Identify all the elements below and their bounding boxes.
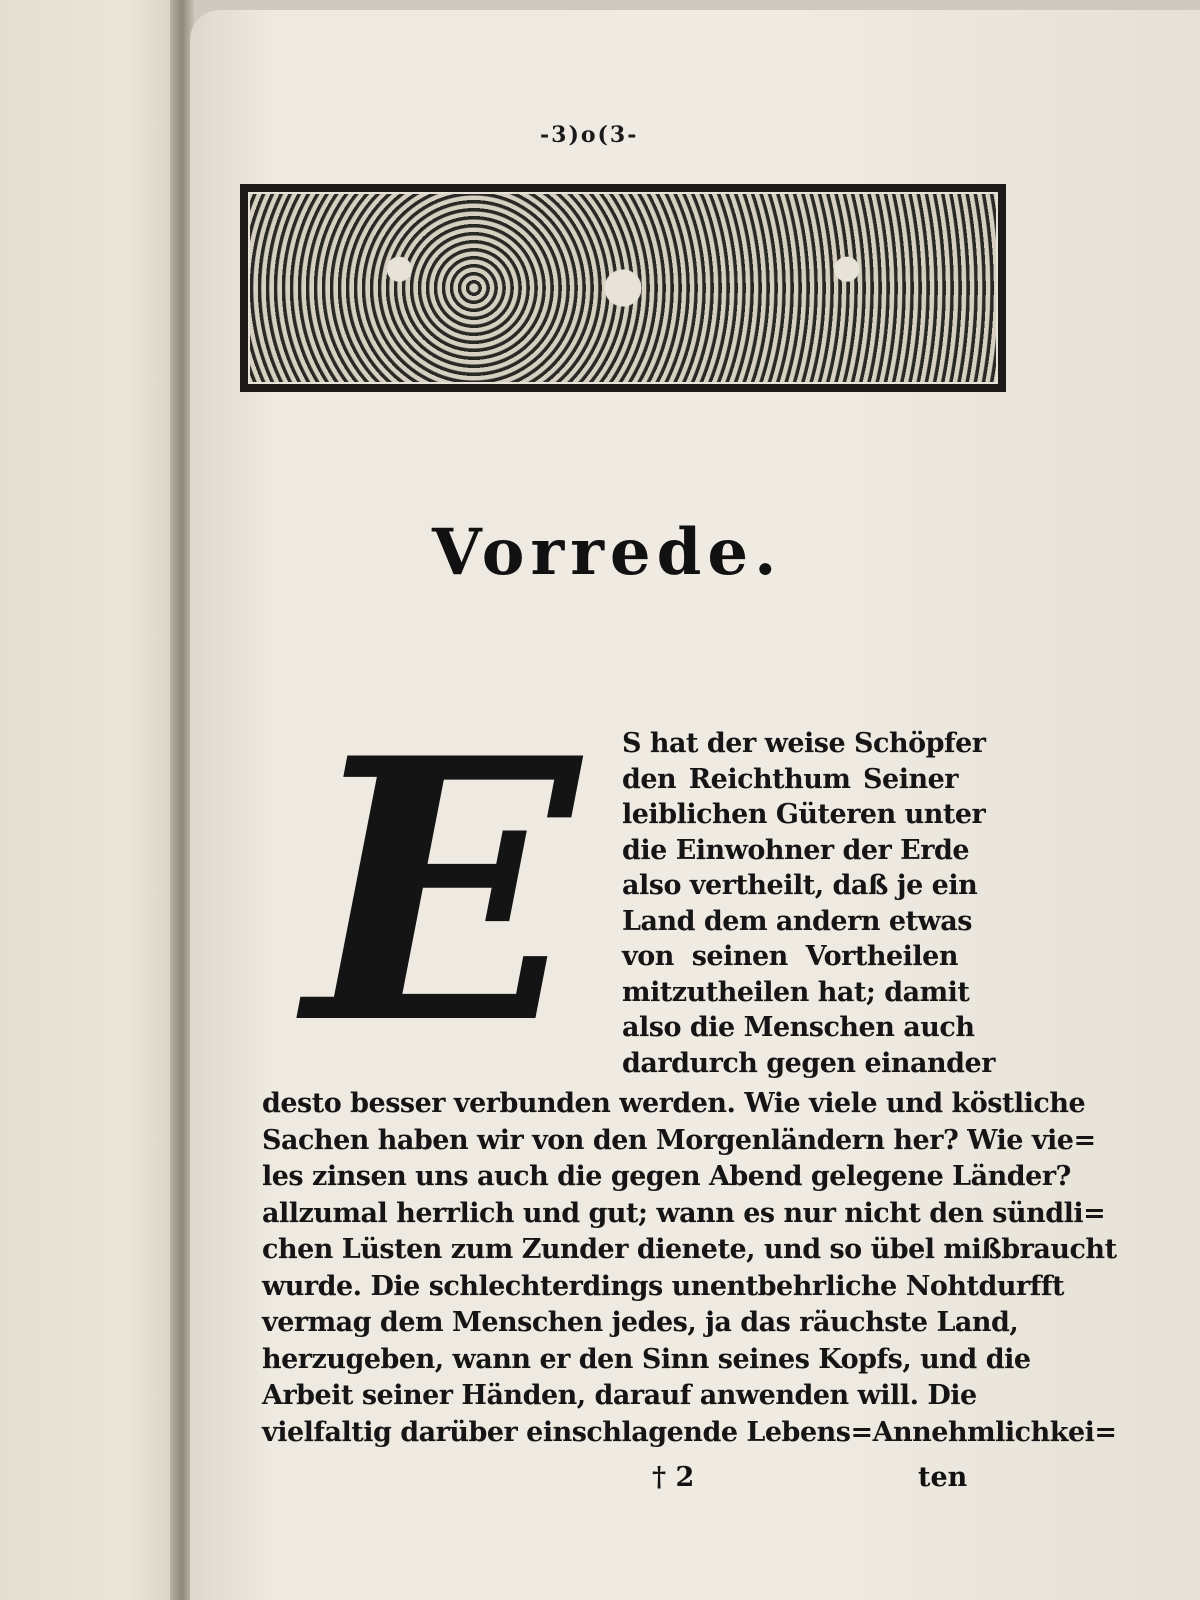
text-line: vermag dem Menschen jedes, ja das räuchste Land,: [262, 1307, 1019, 1338]
text-line: S hat der weise Schöpfer: [622, 728, 986, 759]
text-line: wurde. Die schlechterdings unentbehrliche Nohtdurfft: [262, 1270, 1064, 1302]
decorated-initial: E: [304, 680, 580, 1103]
text-line: les zinsen uns auch die gegen Abend gelegene Länder?: [262, 1161, 1071, 1192]
ornamental-headpiece: [240, 184, 1006, 392]
catchword: ten: [918, 1462, 968, 1493]
text-line: allzumal herrlich und gut; wann es nur nicht den sündli=: [262, 1197, 1106, 1229]
page-title: Vorrede.: [432, 515, 783, 590]
text-line: also vertheilt, daß je ein: [622, 870, 978, 901]
text-line: Sachen haben wir von den Morgenländern her? Wie vie=: [262, 1124, 1096, 1156]
text-line: Land dem andern etwas: [622, 905, 972, 937]
text-line: dardurch gegen einander: [622, 1047, 995, 1079]
text-line: von seinen Vortheilen: [622, 941, 958, 972]
text-line: leiblichen Güteren unter: [622, 799, 986, 830]
text-line: herzugeben, wann er den Sinn seines Kopfs, und die: [262, 1343, 1031, 1375]
text-line: desto besser verbunden werden. Wie viele und köstliche: [262, 1088, 1086, 1119]
facing-left-page: [0, 0, 180, 1600]
text-line: die Einwohner der Erde: [622, 834, 970, 866]
headpiece-woodcut: [248, 192, 998, 384]
text-line: chen Lüsten zum Zunder dienete, und so übel mißbraucht: [262, 1234, 1117, 1265]
text-line: den Reichthum Seiner: [622, 763, 958, 795]
text-line: vielfaltig darüber einschlagende Lebens=Annehmlichkei=: [262, 1416, 1117, 1448]
header-ornament: -3)o(3-: [540, 122, 639, 148]
text-line: also die Menschen auch: [622, 1012, 975, 1043]
text-line: mitzutheilen hat; damit: [622, 976, 970, 1008]
signature-mark: † 2: [652, 1462, 695, 1493]
text-line: Arbeit seiner Händen, darauf anwenden will. Die: [262, 1380, 977, 1411]
